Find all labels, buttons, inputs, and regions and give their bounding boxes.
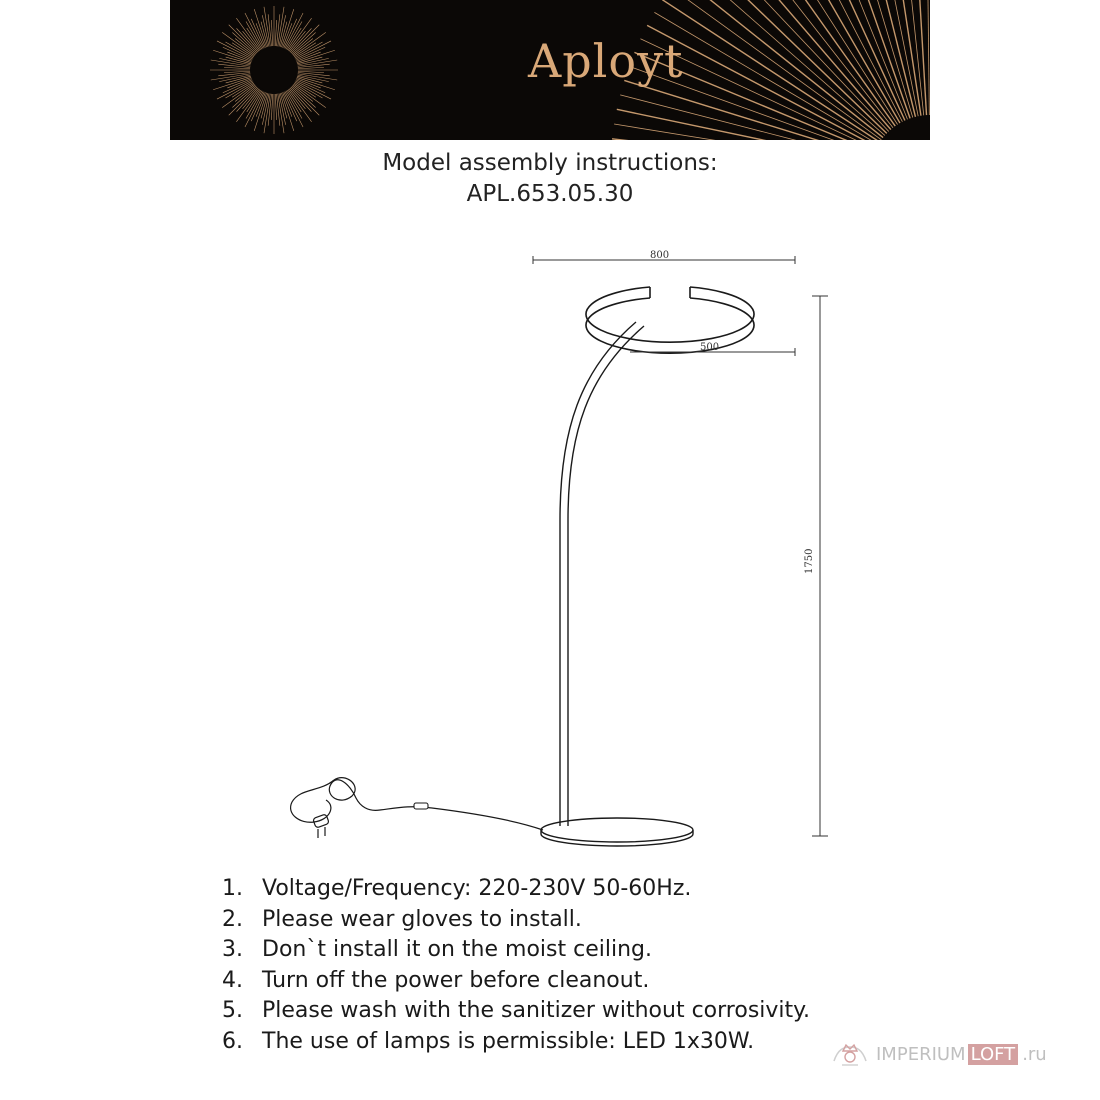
ring-dimension bbox=[630, 342, 795, 356]
page-title: Model assembly instructions: bbox=[382, 150, 718, 176]
ring-label: 500 bbox=[700, 342, 720, 353]
height-dimension bbox=[804, 296, 828, 836]
watermark-imperium: IMPERIUM bbox=[876, 1043, 966, 1065]
instruction-item: 3. Don`t install it on the moist ceiling. bbox=[222, 937, 652, 963]
instructions-list bbox=[222, 874, 810, 1058]
plug-icon bbox=[313, 814, 330, 838]
cord-switch-icon bbox=[414, 803, 428, 809]
instruction-item: 6. The use of lamps is permissible: LED 1x30W. bbox=[222, 1028, 755, 1054]
instruction-item: 1. Voltage/Frequency: 220-230V 50-60Hz. bbox=[222, 876, 692, 901]
height-label: 1750 bbox=[804, 548, 815, 574]
instruction-item: 4. Turn off the power before cleanout. bbox=[222, 967, 650, 993]
crown-crest-icon bbox=[828, 1039, 872, 1069]
lamp-stem bbox=[560, 322, 644, 826]
instruction-item: 2. Please wear gloves to install. bbox=[222, 906, 582, 932]
width-label: 800 bbox=[650, 250, 670, 261]
model-number: APL.653.05.30 bbox=[466, 181, 634, 207]
instruction-item: 5. Please wash with the sanitizer without corrosivity. bbox=[222, 998, 811, 1024]
watermark bbox=[828, 1039, 1047, 1069]
brand-name: Aployt bbox=[528, 34, 684, 88]
width-dimension bbox=[533, 250, 795, 264]
watermark-domain: .ru bbox=[1022, 1043, 1047, 1065]
ring-shade bbox=[586, 287, 754, 353]
watermark-loft: LOFT bbox=[968, 1044, 1019, 1065]
lamp-base bbox=[541, 818, 693, 846]
